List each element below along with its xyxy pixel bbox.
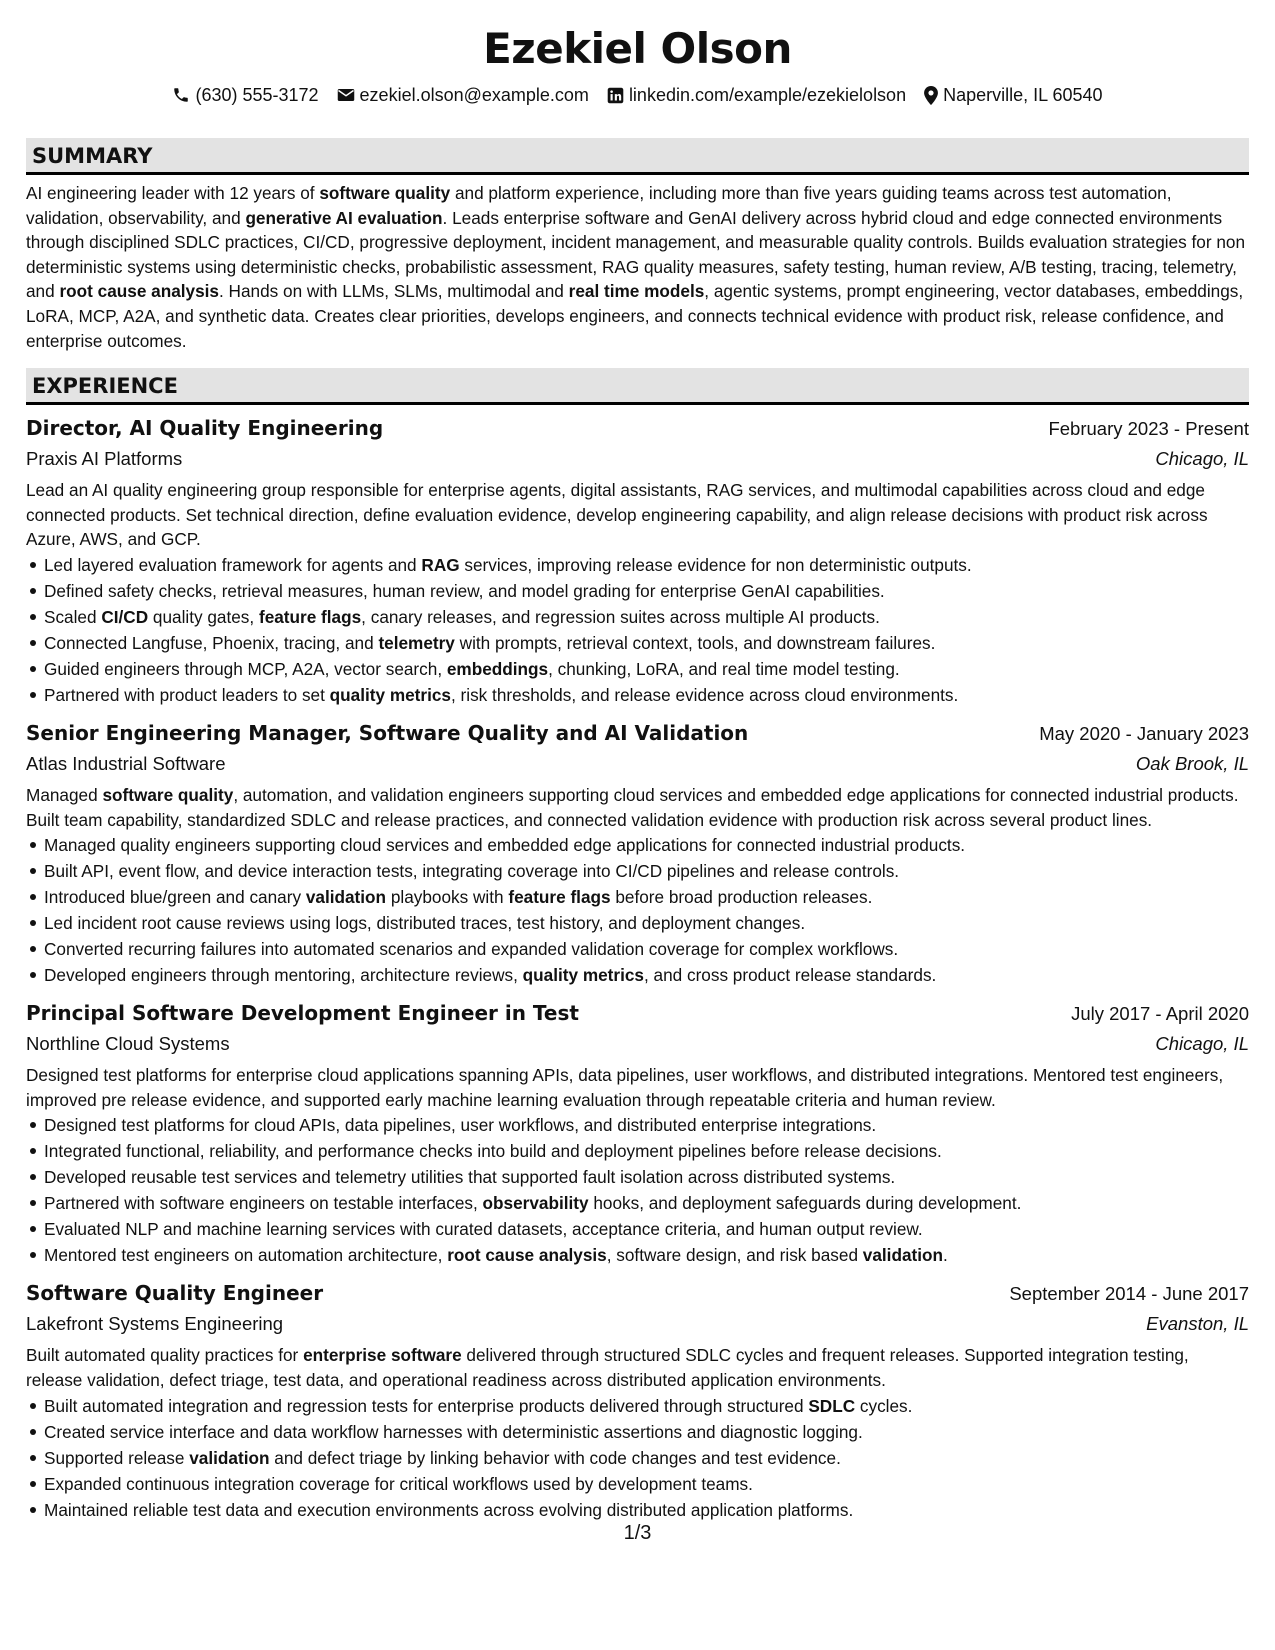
job-location: Chicago, IL	[1155, 1033, 1249, 1055]
bullet-item: Maintained reliable test data and execution environments across evolving distributed application platforms.	[44, 1497, 1249, 1523]
bullet-item: Managed quality engineers supporting cloud services and embedded edge applications for connected industrial products.	[44, 832, 1249, 858]
location-text: Naperville, IL 60540	[943, 85, 1103, 105]
summary-section	[26, 138, 1249, 353]
job-description: Managed software quality, automation, and validation engineers supporting cloud services and embedded edge applications for connected industrial products. Built team capability, standardized SDLC and release practices, and connected validation evidence with production risk across several product lines.	[26, 784, 1239, 830]
contact-email[interactable]	[337, 82, 589, 108]
job-title-row	[26, 998, 1249, 1029]
job-entry	[26, 718, 1249, 988]
job-company-row	[26, 444, 1249, 474]
job-company: Lakefront Systems Engineering	[26, 1313, 284, 1335]
job-company-row	[26, 1309, 1249, 1339]
bullet-item: Evaluated NLP and machine learning services with curated datasets, acceptance criteria, and human output review.	[44, 1216, 1249, 1242]
job-company: Atlas Industrial Software	[26, 752, 226, 774]
job-bullets	[26, 552, 1249, 708]
bullet-item: Led incident root cause reviews using logs, distributed traces, test history, and deployment changes.	[44, 910, 1249, 936]
bullet-item: Introduced blue/green and canary validation playbooks with feature flags before broad production releases.	[44, 884, 1249, 910]
bullet-item: Created service interface and data workflow harnesses with deterministic assertions and diagnostic logging.	[44, 1419, 1249, 1445]
linkedin-link[interactable]: linkedin.com/example/ezekielolson	[628, 85, 907, 105]
job-description: Designed test platforms for enterprise cloud applications spanning APIs, data pipelines, user workflows, and distributed integrations. Mentored test engineers, improved pre release evidence, and supported early machine learning evaluation through repeatable criteria and human review.	[26, 1065, 1224, 1110]
job-title: Principal Software Development Engineer in Test	[26, 1001, 579, 1026]
job-dates: September 2014 - June 2017	[1009, 1283, 1249, 1305]
bullet-item: Guided engineers through MCP, A2A, vector search, embeddings, chunking, LoRA, and real time model testing.	[44, 656, 1249, 682]
job-company-row	[26, 749, 1249, 779]
summary-heading: SUMMARY	[26, 138, 1249, 175]
job-dates: February 2023 - Present	[1048, 418, 1249, 440]
job-company: Praxis AI Platforms	[26, 448, 183, 470]
bullet-item: Supported release validation and defect triage by linking behavior with code changes and test evidence.	[44, 1445, 1249, 1471]
job-location: Evanston, IL	[1146, 1313, 1249, 1335]
job-list	[26, 413, 1249, 1522]
job-location: Oak Brook, IL	[1135, 752, 1249, 774]
contact-bar	[26, 82, 1249, 108]
map-pin-icon	[924, 86, 938, 105]
job-company-row	[26, 1029, 1249, 1059]
page-number: 1/3	[623, 1522, 652, 1544]
job-dates: May 2020 - January 2023	[1039, 722, 1249, 744]
experience-heading: EXPERIENCE	[26, 368, 1249, 405]
job-location: Chicago, IL	[1155, 448, 1249, 470]
bullet-item: Integrated functional, reliability, and performance checks into build and deployment pipelines before release decisions.	[44, 1138, 1249, 1164]
phone-text: (630) 555-3172	[195, 85, 319, 105]
job-company: Northline Cloud Systems	[26, 1033, 230, 1055]
job-entry	[26, 1278, 1249, 1522]
bullet-item: Partnered with software engineers on testable interfaces, observability hooks, and deployment safeguards during development.	[44, 1190, 1249, 1216]
candidate-name: Ezekiel Olson	[483, 24, 792, 73]
email-link[interactable]: ezekiel.olson@example.com	[359, 85, 589, 105]
job-title-row	[26, 718, 1249, 749]
job-bullets	[26, 1112, 1249, 1268]
bullet-item: Defined safety checks, retrieval measures, human review, and model grading for enterprise GenAI capabilities.	[44, 578, 1249, 604]
job-description: Lead an AI quality engineering group responsible for enterprise agents, digital assistants, RAG services, and multimodal capabilities across cloud and edge connected products. Set technical direction, define evaluation evidence, develop engineering capability, and align release decisions with product risk across Azure, AWS, and GCP.	[26, 480, 1208, 550]
phone-icon	[172, 86, 190, 104]
job-title-row	[26, 1278, 1249, 1309]
linkedin-icon	[607, 87, 624, 104]
bullet-item: Developed engineers through mentoring, architecture reviews, quality metrics, and cross product release standards.	[44, 962, 1249, 988]
bullet-item: Partnered with product leaders to set quality metrics, risk thresholds, and release evidence across cloud environments.	[44, 682, 1249, 708]
bullet-item: Built API, event flow, and device interaction tests, integrating coverage into CI/CD pipelines and release controls.	[44, 858, 1249, 884]
envelope-icon	[337, 87, 355, 103]
contact-phone	[172, 82, 318, 108]
experience-section	[26, 368, 1249, 1522]
job-bullets	[26, 1393, 1249, 1523]
job-dates: July 2017 - April 2020	[1071, 1003, 1249, 1025]
bullet-item: Expanded continuous integration coverage for critical workflows used by development teams.	[44, 1471, 1249, 1497]
job-title: Director, AI Quality Engineering	[26, 416, 384, 441]
summary-text: AI engineering leader with 12 years of software quality and platform experience, including more than five years guiding teams across test automation, validation, observability, and generative AI evaluation. Leads enterprise software and GenAI delivery across hybrid cloud and edge connected environments through disciplined SDLC practices, CI/CD, progressive deployment, incident management, and measurable quality controls. Builds evaluation strategies for non deterministic systems using deterministic checks, probabilistic assessment, RAG quality measures, safety testing, human review, A/B testing, tracing, telemetry, and root cause analysis. Hands on with LLMs, SLMs, multimodal and real time models, agentic systems, prompt engineering, vector databases, embeddings, LoRA, MCP, A2A, and synthetic data. Creates clear priorities, develops engineers, and connects technical evidence with product risk, release confidence, and enterprise outcomes.	[26, 183, 1246, 351]
bullet-item: Designed test platforms for cloud APIs, data pipelines, user workflows, and distributed enterprise integrations.	[44, 1112, 1249, 1138]
contact-linkedin[interactable]	[607, 82, 906, 108]
contact-location	[924, 82, 1102, 108]
bullet-item: Built automated integration and regression tests for enterprise products delivered through structured SDLC cycles.	[44, 1393, 1249, 1419]
job-title: Senior Engineering Manager, Software Quality and AI Validation	[26, 720, 749, 745]
bullet-item: Connected Langfuse, Phoenix, tracing, and telemetry with prompts, retrieval context, tools, and downstream failures.	[44, 630, 1249, 656]
bullet-item: Mentored test engineers on automation architecture, root cause analysis, software design, and risk based validation.	[44, 1242, 1249, 1268]
bullet-item: Developed reusable test services and telemetry utilities that supported fault isolation across distributed systems.	[44, 1164, 1249, 1190]
job-description: Built automated quality practices for enterprise software delivered through structured SDLC cycles and frequent releases. Supported integration testing, release validation, defect triage, test data, and operational readiness across distributed application environments.	[26, 1345, 1189, 1390]
bullet-item: Converted recurring failures into automated scenarios and expanded validation coverage for complex workflows.	[44, 936, 1249, 962]
bullet-item: Scaled CI/CD quality gates, feature flags, canary releases, and regression suites across multiple AI products.	[44, 604, 1249, 630]
bullet-item: Led layered evaluation framework for agents and RAG services, improving release evidence for non deterministic outputs.	[44, 552, 1249, 578]
job-entry	[26, 413, 1249, 708]
job-bullets	[26, 832, 1249, 988]
job-title: Software Quality Engineer	[26, 1281, 324, 1306]
job-title-row	[26, 413, 1249, 444]
job-entry	[26, 998, 1249, 1268]
